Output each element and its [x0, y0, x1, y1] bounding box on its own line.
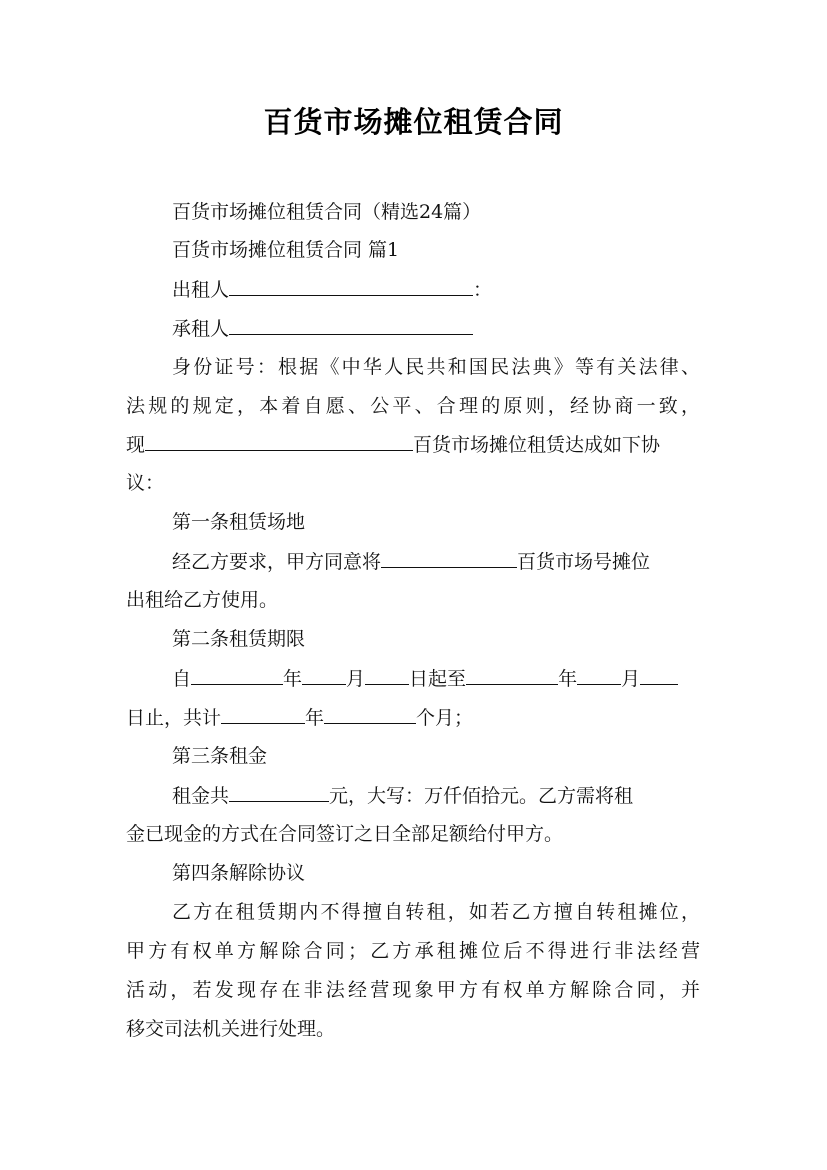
- day-to-label: 日起至: [409, 668, 467, 690]
- end-year-blank: [466, 666, 558, 685]
- article-1-blank: [381, 549, 517, 568]
- start-year-blank: [191, 666, 283, 685]
- intro-line-4: 议：: [126, 472, 165, 494]
- lessor-blank: [229, 277, 473, 296]
- piece-heading: 百货市场摊位租赁合同 篇1: [172, 239, 400, 261]
- lessor-label: 出租人: [172, 279, 230, 301]
- article-2-line-2: [126, 705, 473, 730]
- from-label: 自: [172, 668, 192, 690]
- article-4-heading: 第四条解除协议: [172, 862, 306, 884]
- article-1-line-2: 出租给乙方使用。: [126, 589, 279, 611]
- intro-blank: [145, 432, 413, 451]
- article-3-line-2: 金已现金的方式在合同签订之日全部足额给付甲方。: [126, 823, 564, 845]
- end-month-blank: [577, 666, 621, 685]
- document-title: 百货市场摊位租赁合同: [263, 105, 564, 139]
- article-4-line-3: 活动，若发现存在非法经营现象甲方有权单方解除合同，并: [126, 979, 700, 1001]
- months-total-label: 个月；: [416, 707, 474, 729]
- document-subtitle: 百货市场摊位租赁合同（精选24篇）: [172, 201, 482, 223]
- total-year-blank: [221, 705, 305, 724]
- article-2-heading: 第二条租赁期限: [172, 628, 306, 650]
- lessee-blank: [229, 316, 473, 335]
- article-1-suffix: 百货市场号摊位: [517, 551, 651, 573]
- article-1-heading: 第一条租赁场地: [172, 511, 306, 533]
- day-end-label: 日止，共计: [126, 707, 222, 729]
- article-3-heading: 第三条租金: [172, 745, 268, 767]
- start-month-blank: [302, 666, 346, 685]
- rent-suffix: 元，大写：万仟佰拾元。乙方需将租: [329, 785, 634, 807]
- intro-line-1: 身份证号：根据《中华人民共和国民法典》等有关法律、: [172, 356, 700, 378]
- lessee-label: 承租人: [172, 318, 230, 340]
- intro-line-2: 法规的规定，本着自愿、公平、合理的原则，经协商一致，: [126, 395, 700, 417]
- lessor-line: [172, 277, 492, 302]
- month-label: 月: [621, 668, 641, 690]
- rent-prefix: 租金共: [172, 785, 230, 807]
- article-4-line-2: 甲方有权单方解除合同；乙方承租摊位后不得进行非法经营: [126, 940, 700, 962]
- article-2-line-1: [172, 666, 678, 691]
- lessor-colon: ：: [473, 279, 493, 301]
- end-day-blank: [640, 666, 678, 685]
- article-3-line-1: [172, 783, 633, 808]
- total-month-blank: [324, 705, 416, 724]
- lessee-line: [172, 316, 473, 341]
- article-4-line-1: 乙方在租赁期内不得擅自转租，如若乙方擅自转租摊位，: [172, 901, 700, 923]
- year-label: 年: [305, 707, 325, 729]
- month-label: 月: [346, 668, 366, 690]
- rent-blank: [229, 783, 329, 802]
- year-label: 年: [283, 668, 303, 690]
- intro-suffix: 百货市场摊位租赁达成如下协: [413, 434, 661, 456]
- article-1-line-1: [172, 549, 650, 574]
- article-4-line-4: 移交司法机关进行处理。: [126, 1018, 336, 1040]
- start-day-blank: [365, 666, 409, 685]
- article-1-prefix: 经乙方要求，甲方同意将: [172, 551, 382, 573]
- intro-line-3: [126, 432, 660, 457]
- year-label: 年: [558, 668, 578, 690]
- intro-prefix: 现: [126, 434, 146, 456]
